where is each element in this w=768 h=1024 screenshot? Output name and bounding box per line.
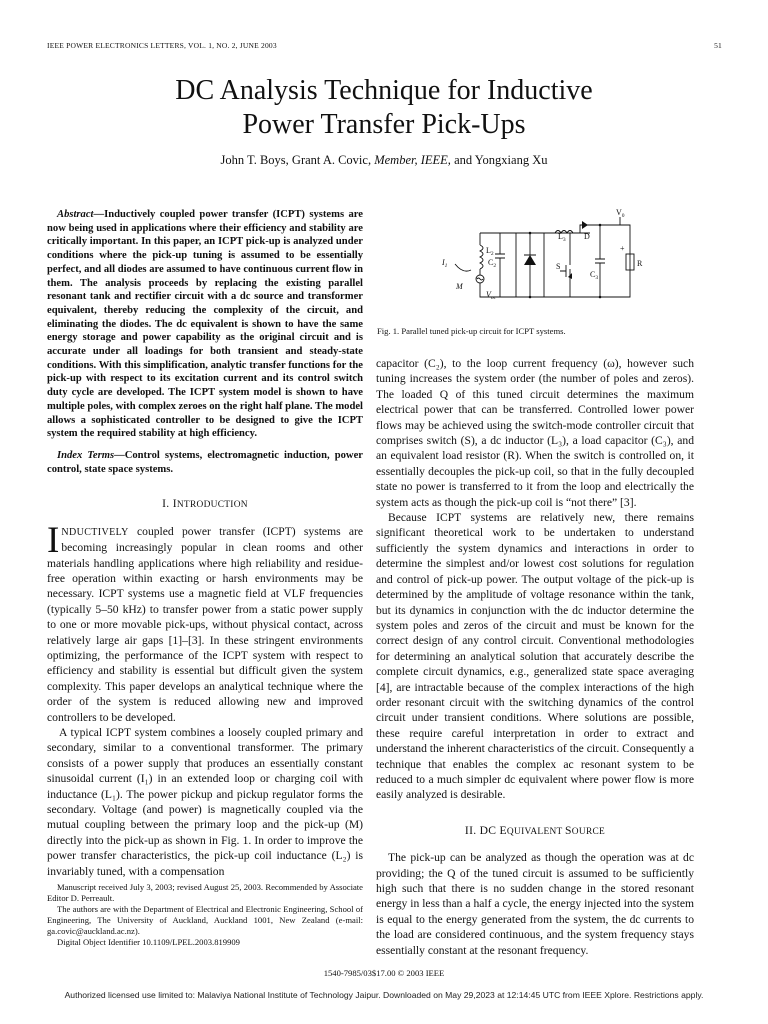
capacitor-c3 [595, 225, 605, 297]
right-paragraph-3: The pick-up can be analyzed as though the operation was at dc providing; the Q of the tuned circuit is assumed to be sufficiently high such that there is no sudden change in the stored resonant energy in less than a half a cycle, the energy injected into the system is equal to the energy generated from the system, the dc currents to the load are considered continuous, and the system frequency stays essentially constant at the resonant frequency. [376, 851, 694, 957]
license-notice: Authorized licensed use limited to: Malaviya National Institute of Technology Jaipur. Downloaded on May 29,2023 at 12:14:45 UTC from IEEE Xplore. Restrictions apply. [64, 990, 704, 1000]
mutual-coupling-arc [455, 264, 471, 271]
node-c3-bottom [599, 296, 602, 299]
label-s: S [556, 262, 561, 271]
abstract [47, 208, 363, 441]
title-line-1: DC Analysis Technique for Inductive [175, 75, 593, 106]
paper-title [0, 74, 768, 142]
pickup-coil-l2 [480, 245, 483, 269]
diode-d-symbol [582, 221, 588, 229]
section2-letter-s: S [565, 823, 572, 837]
intro-paragraph-2: A typical ICPT system combines a loosely coupled primary and secondary, similar to a conventional transformer. The primary consists of a power supply that produces an essentially constant sinusoidal current (I₁) in an extended loop or charging coil with inductance (L₁). The power pickup and pickup regulator forms the secondary. Voltage (and power) is magnetically coupled via the mutual coupling between the primary loop and the pick-up (M) directly into the pick-up as shown in Fig. 1. In order to improve the power transfer characteristics, the pick-up coil inductance (L₂) is invariably tuned, with a compensation [47, 726, 363, 878]
circuit-diagram [420, 209, 648, 309]
footnote-doi: Digital Object Identifier 10.1109/LPEL.2003.819909 [57, 937, 240, 947]
label-m: M [456, 282, 463, 291]
author-names-end: and Yongxiang Xu [454, 153, 548, 167]
intro-paragraph-1 [47, 519, 363, 725]
section2-rest-2: OURCE [571, 826, 606, 837]
running-head [47, 41, 722, 50]
left-column [47, 208, 363, 879]
section2-rest-1: QUIVALENT [506, 826, 566, 837]
label-voc: $V_{oc}$ [486, 290, 497, 301]
drop-cap: I [47, 519, 60, 561]
capacitor-c2 [495, 233, 505, 297]
footnote-affiliation: The authors are with the Department of Electrical and Electronic Engineering, School of Engineering, The University of Auckland, Auckland 1001, New Zealand (e-mail: ga.covic@auckland.ac.nz). [47, 904, 363, 936]
node-bottom [529, 296, 532, 299]
page-number: 51 [714, 41, 722, 50]
right-paragraph-2: Because ICPT systems are relatively new, there remains significant theoretical work to be undertaken to understand sufficiently the system dynamics and interactions in order to determine the simplest and/or lowest cost solutions for regulation and control of pick-up power. The output voltage of the pick-up is determined by the amplitude of voltage resonance within the tank, but its dynamics in conjunction with the dc inductor determine the system poles and zeros of the circuit and must be known for the correct design of any control circuit. Conventional methodologies for determining an analytical solution that accurately describe the complete circuit dynamics, e.g., generalized state space averaging [4], are intractable because of the complex interactions of the high order resonant circuit with the switching dynamics of the control circuit under transient conditions. Where solutions are possible, these require careful interpretation in order to extract and understand the inherent characteristics of the circuit. Consequently a technique that enables the complex ac resonant system to be reduced to a much simpler dc equivalent where power flow is more easily analyzed is desirable. [376, 511, 694, 802]
section-heading-dc-equivalent [376, 823, 694, 840]
right-column [376, 356, 694, 958]
footnote [47, 882, 363, 948]
abstract-lead: Abstract [57, 209, 94, 220]
abstract-text: —Inductively coupled power transfer (ICPT) systems are now being used in applications where their efficiency and stability are critically important. In this paper, an ICPT pick-up is analyzed under conditions where the pick-up tuning is assumed to be essentially perfect, and all diodes are assumed to have continuous current flow in them. The analysis proceeds by replacing the existing parallel resonant tank and rectifier circuit with a dc source and transformer equivalent, thereby reducing the complexity of the circuit, and eliminating the diodes. The dc equivalent is shown to have the same energy storage and power capability as the original circuit and is accurate under all loadings for both transient and steady-state conditions. With this simplification, analytic transfer functions for the pick-up with respect to its excitation current and its control switch duty cycle are developed. The ICPT system model is shown to have multiple poles, with complex zeroes on the right half plane. The model allows a sophisticated controller to be designed to give the ICPT system the required stability at high efficiency. [47, 209, 363, 440]
author-list [0, 153, 768, 168]
label-c2: $C_2$ [488, 258, 497, 269]
label-i1: $I_1$ [442, 258, 448, 269]
output-wire [588, 225, 630, 297]
section-first-letter: I [172, 497, 177, 511]
index-terms-lead: Index Terms [57, 449, 115, 461]
section2-numeral: II. DC [464, 823, 500, 837]
section-heading-introduction [47, 496, 363, 513]
label-r: R [637, 259, 643, 268]
label-plus: + [620, 244, 625, 253]
right-paragraph-1: capacitor (C₂), to the loop current frequency (ω), however such tuning increases the system order (the number of poles and zeros). The loaded Q of this tuned circuit determines the maximum electrical power that can be transferred. Controlled lower power flows may be achieved using the switch-mode controller circuit that comprises switch (S), a dc inductor (L₃), a load capacitor (C₃), and an equivalent load resistor (R). When the switch is controlled on, it essentially decouples the pick-up coil, so that in the fully decoupled state no power is transferred to it from the loop and electrically the system acts as though the pick-up coil is “not there” [3]. [376, 357, 694, 509]
journal-name: IEEE POWER ELECTRONICS LETTERS, VOL. 1, NO. 2, JUNE 2003 [47, 41, 277, 50]
voc-sine [477, 278, 483, 280]
intro-first-word: NDUCTIVELY [61, 526, 129, 538]
rectifier-diode-symbol [524, 255, 536, 265]
circuit-labels [441, 209, 643, 301]
section2-letter-e: E [499, 823, 507, 837]
circuit-wires [455, 217, 634, 297]
figure-caption: Fig. 1. Parallel tuned pick-up circuit for ICPT systems. [377, 326, 566, 336]
author-names-start: John T. Boys, Grant A. Covic, [220, 153, 372, 167]
label-l2: $L_2$ [486, 246, 494, 257]
section-numeral: I. [162, 497, 173, 511]
title-line-2: Power Transfer Pick-Ups [242, 109, 526, 140]
intro-paragraph-1-text: coupled power transfer (ICPT) systems are becoming increasingly popular in clean rooms and other materials handling applications where high reliability and residue-free operation within exacting or harsh environments may be necessary. ICPT systems use a magnetic field at VLF frequencies (typically 5–50 kHz) to transfer power from a static power supply to one or more movable pick-ups, without physical contact, across relatively large air gaps [1]–[3]. In these stringent environments optimizing, the performance of the ICPT system with respect to efficiency and stability is essential but difficult given the system complexity. This paper develops an analytical technique where the order of the system is reduced allowing new and improved controllers to be developed. [47, 524, 363, 724]
label-d: D [584, 232, 590, 241]
label-vo: $V_0$ [616, 209, 625, 219]
index-terms [47, 449, 363, 476]
label-l3: $L_3$ [558, 232, 566, 243]
section-title-rest: NTRODUCTION [176, 500, 248, 511]
footnote-received: Manuscript received July 3, 2003; revised August 25, 2003. Recommended by Associate Editor D. Perreault. [47, 882, 363, 903]
author-membership: Member, IEEE, [374, 153, 451, 167]
label-c3: $C_3$ [590, 270, 599, 281]
node-c3-top [599, 224, 602, 227]
copyright-line: 1540-7985/03$17.00 © 2003 IEEE [323, 968, 445, 978]
bottom-wire [480, 283, 590, 297]
index-terms-text: —Control systems, electromagnetic induction, power control, state space systems. [47, 449, 363, 475]
node-top [529, 232, 532, 235]
